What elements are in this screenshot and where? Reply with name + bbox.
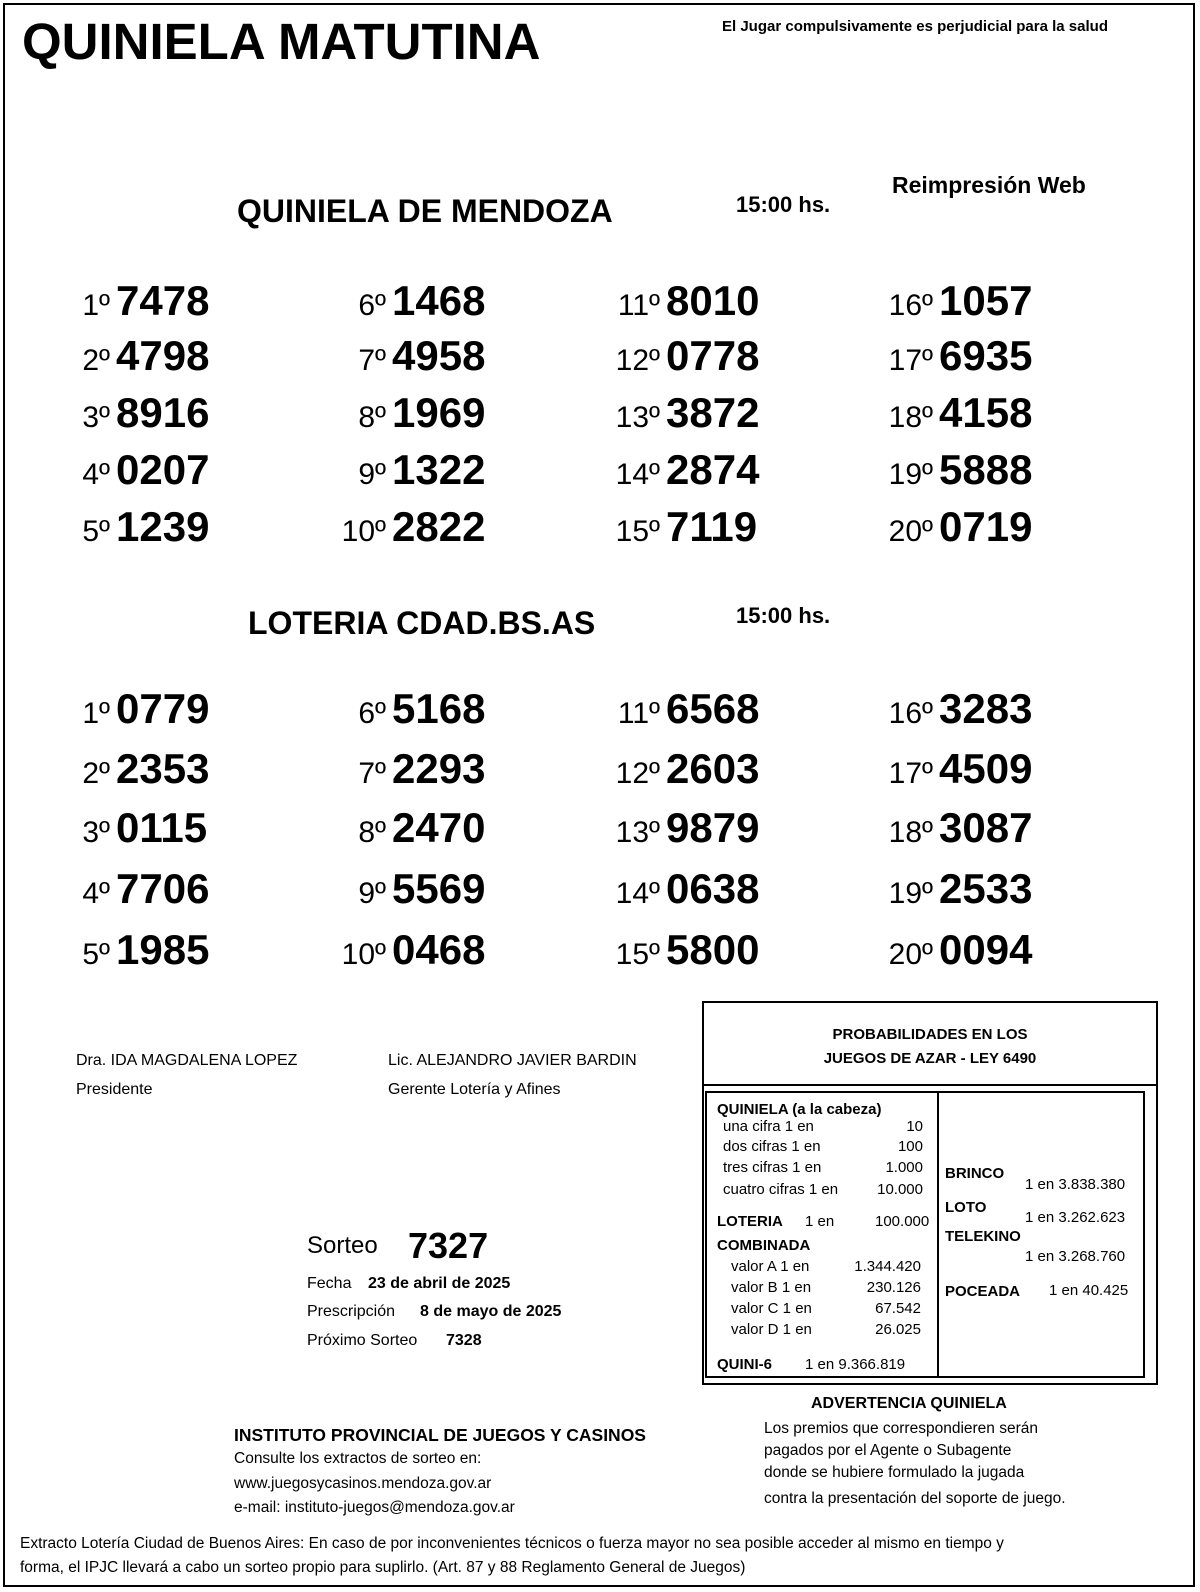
section-title-loteria: LOTERIA CDAD.BS.AS	[248, 605, 596, 641]
result-number: 5569	[392, 865, 486, 912]
result-number: 2293	[392, 745, 486, 792]
result-entry	[72, 503, 210, 550]
result-position: 1º	[82, 289, 110, 322]
result-entry	[873, 804, 1033, 851]
brinco-label: BRINCO	[945, 1165, 1005, 1182]
telekino-odds: 1 en 3.268.760	[1025, 1248, 1126, 1265]
signature-name-manager: Lic. ALEJANDRO JAVIER BARDIN	[388, 1052, 637, 1069]
result-position: 4º	[82, 877, 110, 910]
result-number: 4158	[939, 389, 1033, 436]
result-position: 11º	[617, 697, 660, 730]
reprint-label: Reimpresión Web	[892, 172, 1086, 198]
quiniela-row-label: tres cifras 1 en	[723, 1159, 822, 1176]
result-number: 0719	[939, 503, 1033, 550]
result-entry	[72, 926, 210, 973]
result-number: 1057	[939, 277, 1033, 324]
result-number: 7119	[666, 503, 758, 550]
institute-consult: Consulte los extractos de sorteo en:	[234, 1450, 482, 1467]
result-number: 2470	[392, 804, 486, 851]
result-number: 5800	[666, 926, 760, 973]
result-position: 2º	[82, 344, 110, 377]
result-number: 7706	[116, 865, 210, 912]
institute-web-link[interactable]: www.juegosycasinos.mendoza.gov.ar	[234, 1475, 492, 1492]
result-entry	[326, 804, 486, 851]
result-number: 1239	[116, 503, 210, 550]
result-position: 6º	[358, 697, 386, 730]
result-position: 8º	[358, 816, 386, 849]
result-position: 9º	[358, 877, 386, 910]
result-number: 8916	[116, 389, 210, 436]
quiniela-row-label: dos cifras 1 en	[723, 1138, 821, 1155]
prescripcion-value: 8 de mayo de 2025	[420, 1303, 562, 1320]
combinada-row-value: 230.126	[866, 1279, 921, 1296]
probabilities-header	[704, 1003, 1156, 1086]
result-entry	[326, 277, 486, 324]
quiniela-row-value: 1.000	[885, 1159, 923, 1176]
combinada-row-label: valor D 1 en	[731, 1321, 812, 1338]
result-entry	[600, 389, 760, 436]
result-number: 7478	[116, 277, 210, 324]
combinada-row-value: 26.025	[875, 1321, 921, 1338]
result-number: 4798	[116, 332, 210, 379]
result-number: 0094	[939, 926, 1033, 973]
result-position: 3º	[82, 816, 110, 849]
result-entry	[600, 745, 760, 792]
result-entry	[873, 865, 1033, 912]
result-position: 15º	[615, 515, 660, 548]
result-number: 6935	[939, 332, 1033, 379]
result-position: 12º	[615, 344, 660, 377]
result-position: 18º	[888, 401, 933, 434]
result-position: 17º	[888, 344, 933, 377]
result-number: 0638	[666, 865, 760, 912]
result-position: 13º	[615, 401, 660, 434]
proximo-label: Próximo Sorteo	[307, 1332, 418, 1349]
probabilities-table	[705, 1091, 1145, 1378]
result-entry	[326, 926, 486, 973]
fecha-label: Fecha	[307, 1275, 352, 1292]
quiniela-row-label: cuatro cifras 1 en	[723, 1181, 839, 1198]
result-number: 4509	[939, 745, 1033, 792]
result-number: 0778	[666, 332, 760, 379]
result-number: 1985	[116, 926, 210, 973]
result-number: 1969	[392, 389, 486, 436]
result-number: 4958	[392, 332, 486, 379]
result-entry	[326, 685, 486, 732]
proximo-value: 7328	[446, 1332, 482, 1349]
advertencia-line: Los premios que correspondieren serán	[764, 1420, 1038, 1437]
result-number: 0115	[116, 804, 208, 851]
result-position: 6º	[358, 289, 386, 322]
combinada-label: COMBINADA	[717, 1237, 811, 1254]
result-entry	[600, 865, 760, 912]
section-title-mendoza: QUINIELA DE MENDOZA	[237, 193, 613, 229]
result-number: 5888	[939, 446, 1033, 493]
prescripcion-label: Prescripción	[307, 1303, 396, 1320]
result-entry	[72, 865, 210, 912]
result-number: 8010	[666, 277, 760, 324]
result-position: 14º	[615, 458, 660, 491]
advertencia-title: ADVERTENCIA QUINIELA	[811, 1395, 1007, 1412]
loteria-label: LOTERIA	[717, 1213, 783, 1230]
sorteo-label: Sorteo	[307, 1232, 378, 1259]
sorteo-number: 7327	[408, 1225, 489, 1266]
result-number: 0207	[116, 446, 210, 493]
result-position: 4º	[82, 458, 110, 491]
poceada-label: POCEADA	[945, 1283, 1021, 1300]
loteria-odds: 1 en	[805, 1213, 835, 1230]
result-entry	[72, 745, 210, 792]
result-position: 1º	[82, 697, 110, 730]
result-entry	[873, 389, 1033, 436]
institute-email[interactable]: e-mail: instituto-juegos@mendoza.gov.ar	[234, 1499, 515, 1516]
combinada-row-label: valor C 1 en	[731, 1300, 812, 1317]
loteria-value: 100.000	[875, 1213, 930, 1230]
probabilities-column-divider	[937, 1093, 939, 1376]
quiniela-row-value: 10	[906, 1118, 923, 1135]
result-position: 16º	[888, 289, 933, 322]
poceada-odds: 1 en 40.425	[1049, 1282, 1129, 1299]
result-number: 0779	[116, 685, 210, 732]
probabilities-title-line2: JUEGOS DE AZAR - LEY 6490	[823, 1050, 1037, 1067]
result-entry	[600, 503, 758, 550]
quiniela-label: QUINIELA (a la cabeza)	[717, 1101, 882, 1118]
quiniela-row-value: 10.000	[877, 1181, 923, 1198]
result-position: 20º	[888, 515, 933, 548]
result-position: 7º	[358, 757, 386, 790]
loto-label: LOTO	[945, 1199, 987, 1216]
quini6-label: QUINI-6	[717, 1356, 773, 1373]
result-position: 8º	[358, 401, 386, 434]
quiniela-row-label: una cifra 1 en	[723, 1118, 814, 1135]
result-entry	[72, 446, 210, 493]
loto-odds: 1 en 3.262.623	[1025, 1209, 1126, 1226]
result-position: 18º	[888, 816, 933, 849]
result-number: 5168	[392, 685, 486, 732]
result-position: 3º	[82, 401, 110, 434]
result-entry	[873, 332, 1033, 379]
result-position: 19º	[888, 877, 933, 910]
result-entry	[326, 332, 486, 379]
result-position: 14º	[615, 877, 660, 910]
result-entry	[873, 926, 1033, 973]
result-position: 10º	[341, 938, 386, 971]
result-position: 5º	[82, 515, 110, 548]
result-entry	[72, 685, 210, 732]
health-warning: El Jugar compulsivamente es perjudicial para la salud	[722, 18, 1108, 35]
result-entry	[326, 446, 486, 493]
result-entry	[873, 745, 1033, 792]
combinada-row-value: 67.542	[875, 1300, 921, 1317]
result-number: 0468	[392, 926, 486, 973]
result-entry	[600, 446, 760, 493]
result-position: 9º	[358, 458, 386, 491]
result-number: 1322	[392, 446, 486, 493]
footer-note-line2: forma, el IPJC llevará a cabo un sorteo propio para suplirlo. (Art. 87 y 88 Reglamento General de Juegos)	[20, 1559, 746, 1576]
section-time-mendoza: 15:00 hs.	[736, 192, 831, 217]
result-entry	[600, 926, 760, 973]
result-entry	[72, 389, 210, 436]
signature-name-president: Dra. IDA MAGDALENA LOPEZ	[76, 1052, 298, 1069]
fecha-value: 23 de abril de 2025	[368, 1275, 511, 1292]
result-number: 2533	[939, 865, 1033, 912]
result-number: 6568	[666, 685, 760, 732]
result-number: 2874	[666, 446, 760, 493]
result-entry	[326, 745, 486, 792]
probabilities-title-line1: PROBABILIDADES EN LOS	[832, 1026, 1028, 1043]
result-number: 2822	[392, 503, 486, 550]
result-number: 1468	[392, 277, 486, 324]
result-entry	[873, 503, 1033, 550]
result-entry	[873, 446, 1033, 493]
result-position: 20º	[888, 938, 933, 971]
institute-name: INSTITUTO PROVINCIAL DE JUEGOS Y CASINOS	[234, 1425, 646, 1445]
quiniela-row-value: 100	[897, 1138, 923, 1155]
result-position: 19º	[888, 458, 933, 491]
probabilities-box	[702, 1001, 1158, 1385]
result-position: 12º	[615, 757, 660, 790]
footer-note-line1: Extracto Lotería Ciudad de Buenos Aires: En caso de por inconvenientes técnicos o fuerza mayor no sea posible acceder al mismo en tiempo y	[20, 1535, 1004, 1552]
result-entry	[72, 277, 210, 324]
result-entry	[72, 804, 208, 851]
result-number: 2353	[116, 745, 210, 792]
page-title: QUINIELA MATUTINA	[22, 13, 541, 70]
combinada-row-label: valor B 1 en	[731, 1279, 812, 1296]
result-position: 5º	[82, 938, 110, 971]
result-entry	[873, 685, 1033, 732]
combinada-row-label: valor A 1 en	[731, 1258, 810, 1275]
result-entry	[600, 277, 760, 324]
result-position: 15º	[615, 938, 660, 971]
section-time-loteria: 15:00 hs.	[736, 603, 831, 628]
result-entry	[72, 332, 210, 379]
quini6-odds: 1 en 9.366.819	[805, 1356, 906, 1373]
advertencia-line: contra la presentación del soporte de juego.	[764, 1490, 1066, 1507]
result-number: 3283	[939, 685, 1033, 732]
result-entry	[326, 503, 486, 550]
advertencia-line: pagados por el Agente o Subagente	[764, 1442, 1012, 1459]
result-position: 11º	[617, 289, 660, 322]
advertencia-line: donde se hubiere formulado la jugada	[764, 1464, 1025, 1481]
telekino-label: TELEKINO	[945, 1228, 1021, 1245]
result-entry	[326, 389, 486, 436]
result-number: 3872	[666, 389, 760, 436]
result-entry	[600, 804, 760, 851]
result-number: 3087	[939, 804, 1033, 851]
signature-role-president: Presidente	[76, 1081, 153, 1098]
combinada-row-value: 1.344.420	[854, 1258, 921, 1275]
result-number: 2603	[666, 745, 760, 792]
result-position: 17º	[888, 757, 933, 790]
result-position: 16º	[888, 697, 933, 730]
result-entry	[600, 685, 760, 732]
result-position: 13º	[615, 816, 660, 849]
result-position: 2º	[82, 757, 110, 790]
result-position: 10º	[341, 515, 386, 548]
result-number: 9879	[666, 804, 760, 851]
result-entry	[873, 277, 1033, 324]
brinco-odds: 1 en 3.838.380	[1025, 1176, 1126, 1193]
signature-role-manager: Gerente Lotería y Afines	[388, 1081, 561, 1098]
result-entry	[326, 865, 486, 912]
result-entry	[600, 332, 760, 379]
result-position: 7º	[358, 344, 386, 377]
